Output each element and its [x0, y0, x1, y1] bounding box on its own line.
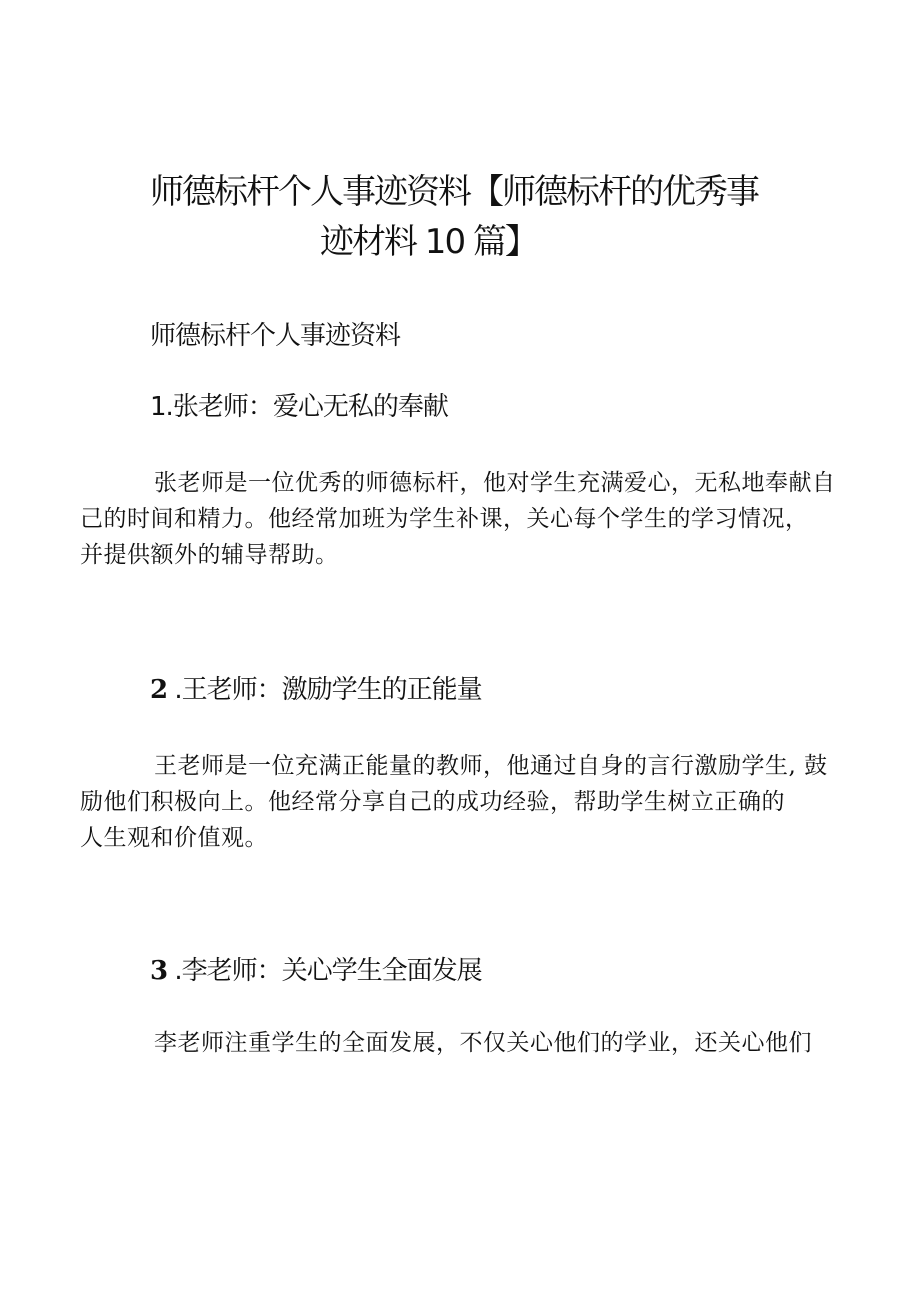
title-line-1: 师德标杆个人事迹资料【师德标杆的优秀事 [150, 172, 758, 212]
section-heading-text: 张老师：爱心无私的奉献 [172, 392, 448, 422]
section-paragraph-1 [80, 465, 840, 573]
document-subtitle: 师德标杆个人事迹资料 [150, 321, 401, 351]
section-heading-3 [150, 953, 482, 989]
paragraph-line: 励他们积极向上。他经常分享自己的成功经验，帮助学生树立正确的 [80, 789, 785, 815]
section-paragraph-3 [80, 1025, 840, 1061]
section-heading-text: .王老师：激励学生的正能量 [174, 675, 482, 705]
section-heading-number: 2 [150, 675, 168, 705]
paragraph-line: 己的时间和精力。他经常加班为学生补课，关心每个学生的学习情况， [80, 506, 809, 532]
paragraph-line: 人生观和价值观。 [80, 825, 268, 851]
paragraph-line: 张老师是一位优秀的师德标杆，他对学生充满爱心，无私地奉献自 [154, 470, 836, 496]
section-heading-text: .李老师：关心学生全面发展 [174, 956, 482, 986]
section-heading-2 [150, 672, 482, 708]
title-line-2: 迹材料 10 篇】 [320, 222, 537, 262]
section-heading-number: 1. [150, 392, 173, 422]
paragraph-line: 并提供额外的辅导帮助。 [80, 542, 339, 568]
paragraph-line: 李老师注重学生的全面发展，不仅关心他们的学业，还关心他们 [154, 1030, 812, 1056]
section-heading-number: 3 [150, 956, 168, 986]
document-title [150, 170, 820, 264]
section-paragraph-2 [80, 748, 840, 856]
paragraph-line: 王老师是一位充满正能量的教师，他通过自身的言行激励学生, 鼓 [154, 753, 828, 779]
section-heading-1 [150, 389, 448, 425]
